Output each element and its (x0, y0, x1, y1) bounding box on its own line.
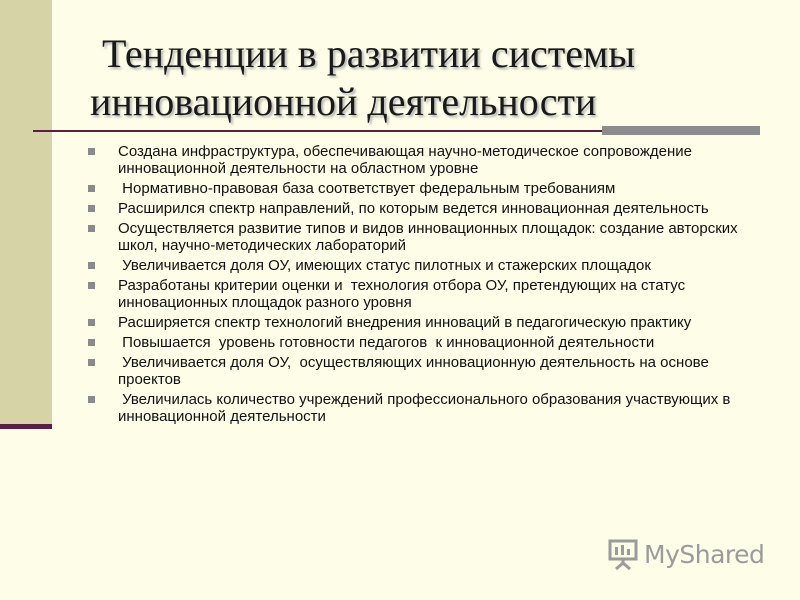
bullet-item-10 (86, 391, 766, 425)
bullet-item-6 (86, 277, 766, 311)
bullet-text: Расширяется спектр технологий внедрения инноваций в педагогическую практику (118, 314, 692, 331)
square-bullet-icon (88, 205, 95, 212)
bullet-list (86, 143, 766, 428)
myshared-watermark (606, 537, 764, 571)
square-bullet-icon (88, 148, 95, 155)
bullet-item-9 (86, 354, 766, 388)
slide-title (90, 30, 770, 126)
square-bullet-icon (88, 262, 95, 269)
square-bullet-icon (88, 319, 95, 326)
square-bullet-icon (88, 282, 95, 289)
bullet-text: Увеличивается доля ОУ, осуществляющих инновационную деятельность на основе проектов (118, 354, 713, 388)
bullet-text: Нормативно-правовая база соответствует федеральным требованиям (118, 180, 616, 197)
bullet-text: Создана инфраструктура, обеспечивающая научно-методическое сопровождение инновационной деятельности на областном уровне (118, 143, 701, 177)
title-divider-accent-bar (602, 126, 760, 135)
watermark-text: MyShared (644, 539, 765, 569)
slide-title-line-2: инновационной деятельности (90, 79, 597, 124)
bullet-text: Повышается уровень готовности педагогов к инновационной деятельности (118, 334, 655, 351)
square-bullet-icon (88, 225, 95, 232)
left-band-accent-line (0, 424, 52, 429)
bullet-item-1 (86, 143, 766, 177)
bullet-text: Увеличилась количество учреждений профессионального образования участвующих в инновационной деятельности (118, 391, 735, 425)
presentation-board-icon (606, 537, 640, 571)
slide-title-line-1: Тенденции в развитии системы (102, 31, 636, 76)
bullet-item-2 (86, 180, 766, 197)
bullet-text: Расширился спектр направлений, по которым ведется инновационная деятельность (118, 200, 709, 217)
bullet-text: Разработаны критерии оценки и технология отбора ОУ, претендующих на статус инновационных площадок разного уровня (118, 277, 690, 311)
bullet-item-7 (86, 314, 766, 331)
bullet-item-8 (86, 334, 766, 351)
square-bullet-icon (88, 339, 95, 346)
left-decorative-band (0, 0, 52, 428)
bullet-text: Осуществляется развитие типов и видов инновационных площадок: создание авторских школ, научно-методических лабораторий (118, 220, 742, 254)
bullet-item-3 (86, 200, 766, 217)
bullet-item-5 (86, 257, 766, 274)
bullet-text: Увеличивается доля ОУ, имеющих статус пилотных и стажерских площадок (118, 257, 651, 274)
bullet-item-4 (86, 220, 766, 254)
square-bullet-icon (88, 185, 95, 192)
square-bullet-icon (88, 396, 95, 403)
square-bullet-icon (88, 359, 95, 366)
